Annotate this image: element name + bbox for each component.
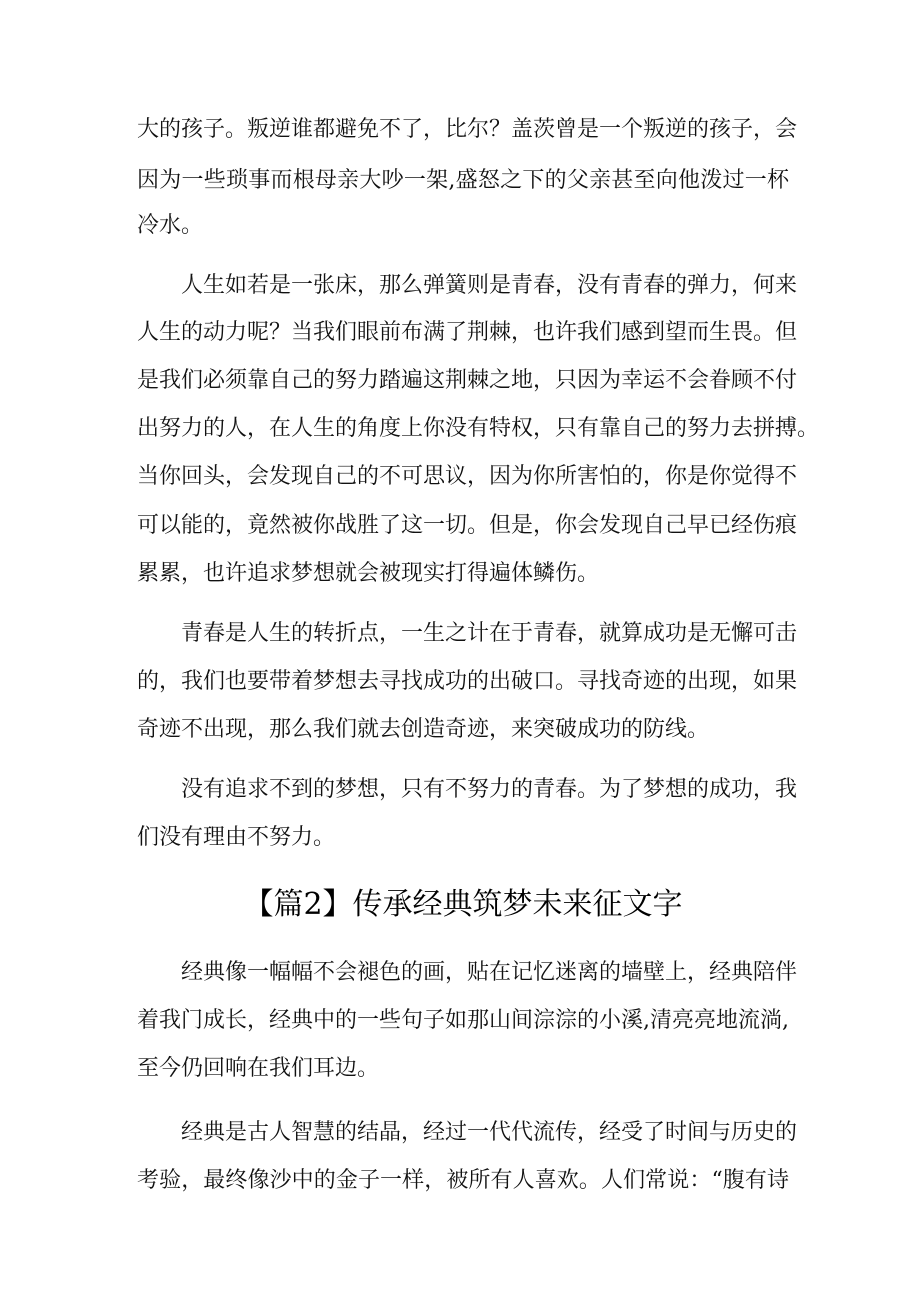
text-line: 人生如若是一张床，那么弹簧则是青春，没有青春的弹力，何来 <box>181 273 798 298</box>
text-line: 没有追求不到的梦想，只有不努力的青春。为了梦想的成功，我 <box>181 777 798 802</box>
text-line: 经典像一幅幅不会褪色的画，贴在记忆迷离的墙壁上，经典陪伴 <box>181 960 798 985</box>
text-line: 大的孩子。叛逆谁都避免不了，比尔？盖茨曾是一个叛逆的孩子，会 <box>137 117 798 142</box>
text-line: 经典是古人智慧的结晶，经过一代代流传，经受了时间与历史的 <box>181 1120 798 1145</box>
text-line: 的，我们也要带着梦想去寻找成功的出破口。寻找奇迹的出现，如果 <box>137 669 798 694</box>
text-line: 考验，最终像沙中的金子一样，被所有人喜欢。人们常说：“腹有诗 <box>137 1168 789 1193</box>
text-line: 青春是人生的转折点，一生之计在于青春，就算成功是无懈可击 <box>181 621 798 646</box>
section-heading: 【篇2】传承经典筑梦未来征文字 <box>243 887 683 922</box>
text-line: 可以能的，竟然被你战胜了这一切。但是，你会发现自己早已经伤痕 <box>137 513 798 538</box>
text-line: 累累，也许追求梦想就会被现实打得遍体鳞伤。 <box>137 561 600 586</box>
text-line: 冷水。 <box>137 213 204 238</box>
text-line: 至今仍回响在我们耳边。 <box>137 1056 380 1081</box>
text-line: 因为一些琐事而根母亲大吵一架,盛怒之下的父亲甚至向他泼过一杯 <box>137 168 789 193</box>
text-line: 人生的动力呢？当我们眼前布满了荆棘，也许我们感到望而生畏。但 <box>137 320 798 345</box>
text-line: 是我们必须靠自己的努力踏遍这荆棘之地，只因为幸运不会眷顾不付 <box>137 368 798 393</box>
text-line: 着我门成长，经典中的一些句子如那山间淙淙的小溪,清亮亮地流淌, <box>137 1008 789 1033</box>
text-line: 们没有理由不努力。 <box>137 825 336 850</box>
text-line: 当你回头，会发现自己的不可思议，因为你所害怕的，你是你觉得不 <box>137 464 798 489</box>
text-line: 奇迹不出现，那么我们就去创造奇迹，来突破成功的防线。 <box>137 717 710 742</box>
text-line: 出努力的人，在人生的角度上你没有特权，只有靠自己的努力去拼搏。 <box>137 416 820 441</box>
